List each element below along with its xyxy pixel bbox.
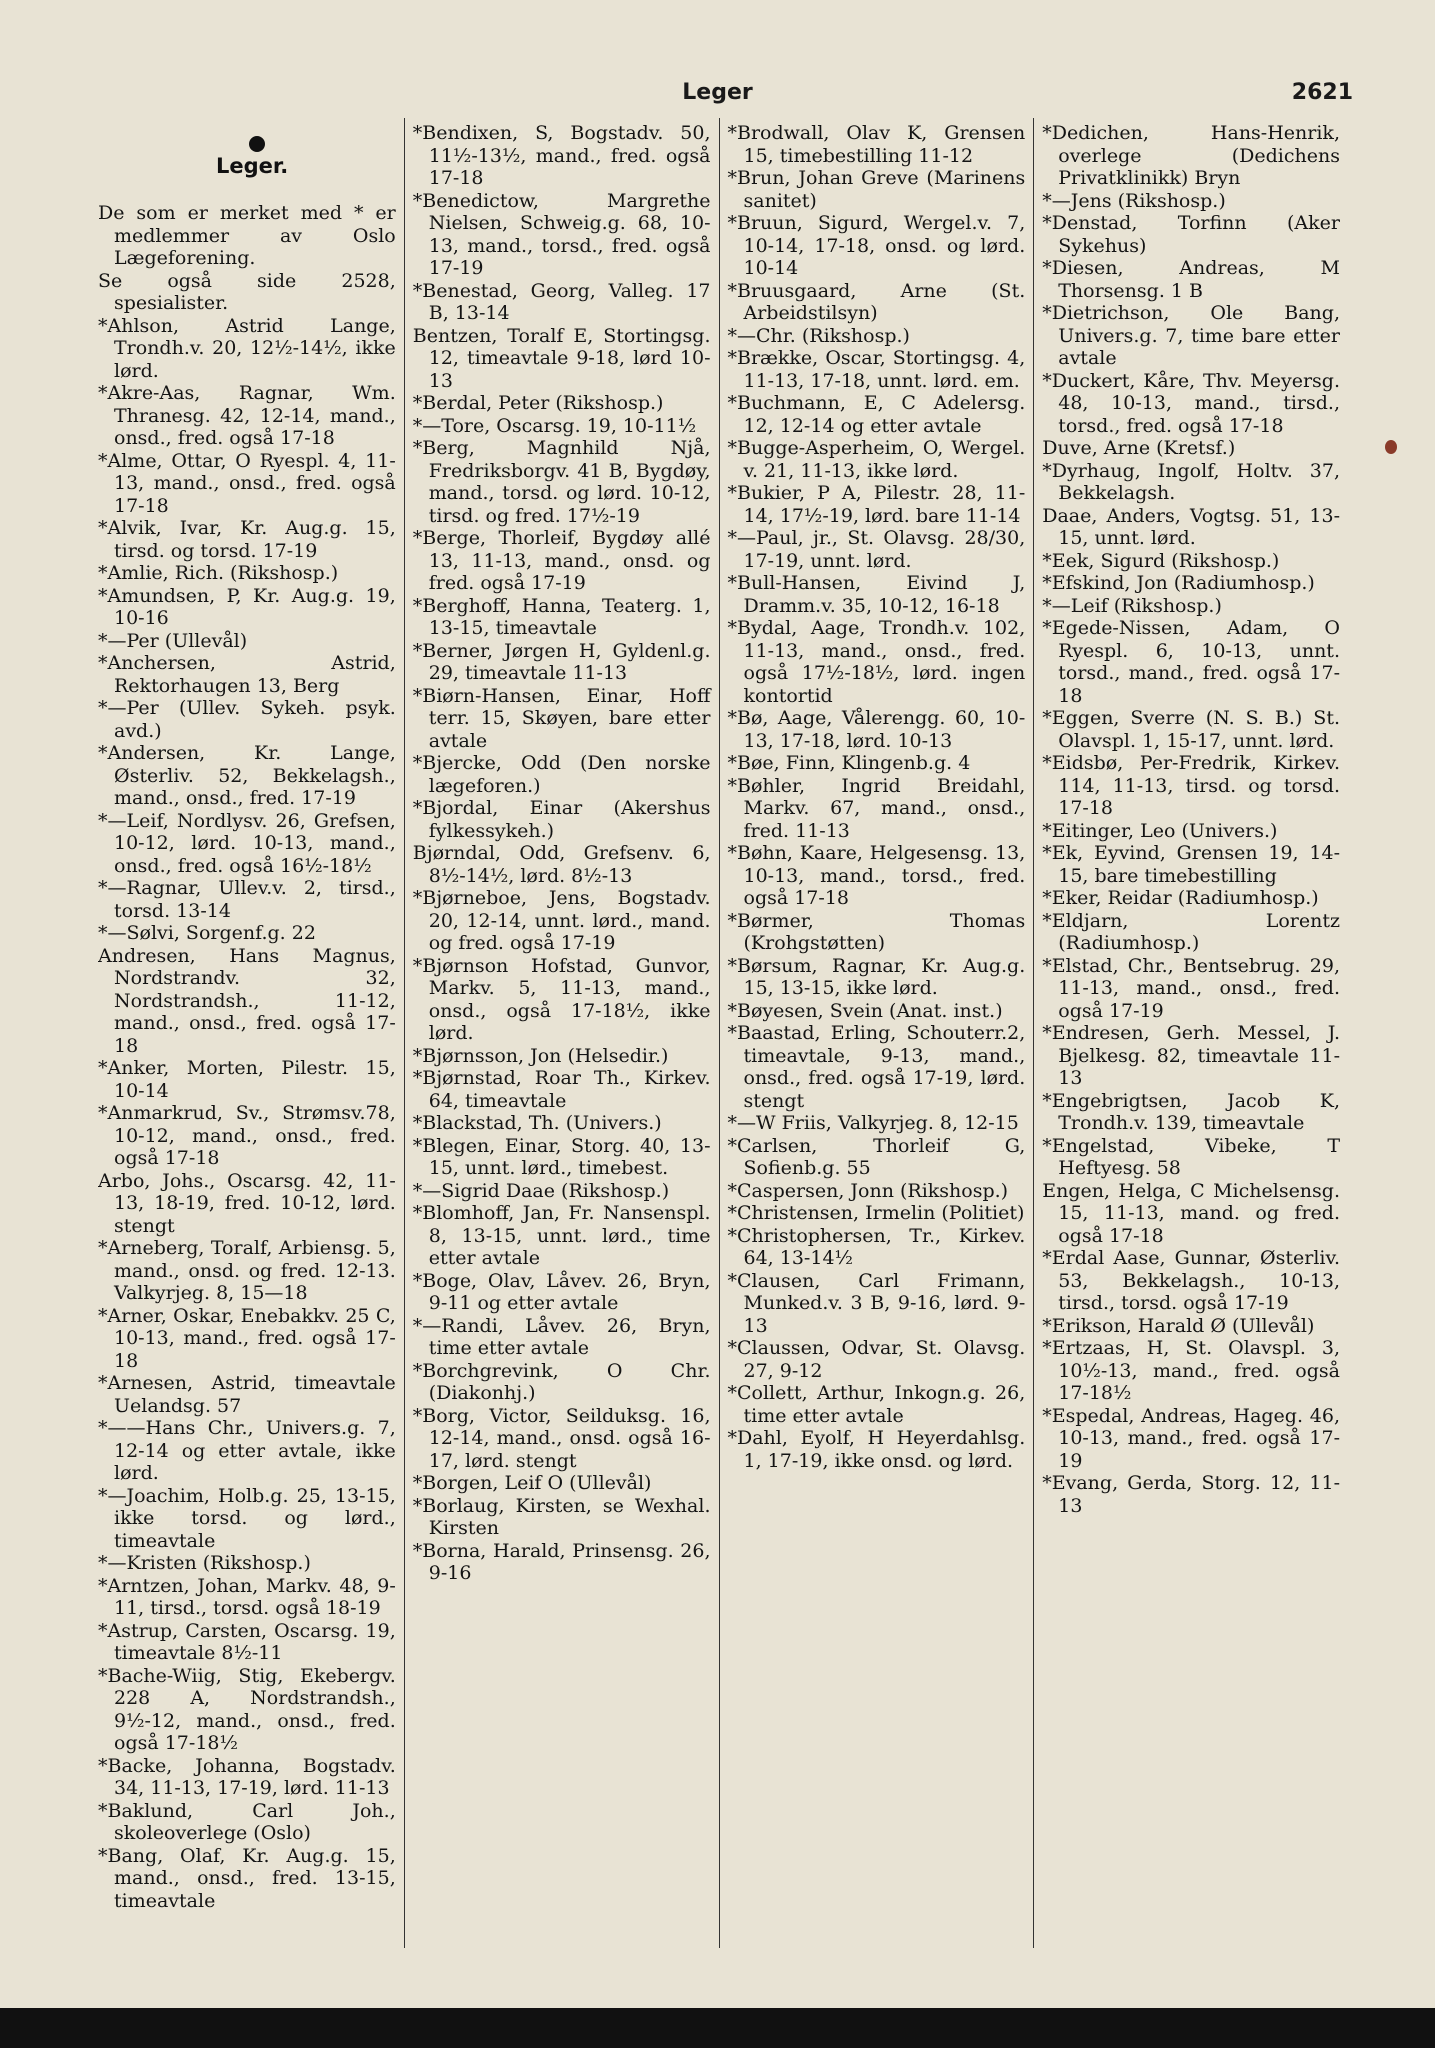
directory-entry: *—Leif (Rikshosp.) [1042, 594, 1222, 617]
directory-entry: *Brun, Johan Greve (Marinens sanitet) [727, 167, 1026, 212]
directory-entry: Bentzen, Toralf E, Stortingsg. 12, timeavtale 9-18, lørd 10-13 [412, 324, 711, 392]
directory-entry: *Børsum, Ragnar, Kr. Aug.g. 15, 13-15, ikke lørd. [727, 954, 1026, 999]
running-title: Leger [682, 80, 753, 105]
directory-entry: *—Paul, jr., St. Olavsg. 28/30, 17-19, unnt. lørd. [727, 527, 1026, 572]
directory-entry: *Biørn-Hansen, Einar, Hoff terr. 15, Skøyen, bare etter avtale [412, 684, 711, 752]
directory-entry: *Engelstad, Vibeke, T Heftyesg. 58 [1042, 1134, 1340, 1179]
directory-entry: *Arnesen, Astrid, timeavtale Uelandsg. 57 [98, 1372, 396, 1417]
directory-entry: *Buchmann, E, C Adelersg. 12, 12-14 og etter avtale [727, 392, 1026, 437]
directory-entry: *Bjørneboe, Jens, Bogstadv. 20, 12-14, unnt. lørd., mand. og fred. også 17-19 [412, 887, 711, 954]
directory-entry: *Ek, Eyvind, Grensen 19, 14-15, bare timebestilling [1042, 842, 1340, 887]
directory-entry: *Carlsen, Thorleif G, Sofienb.g. 55 [727, 1134, 1026, 1179]
directory-entry: *—Kristen (Rikshosp.) [98, 1552, 311, 1574]
directory-entry: *Børmer, Thomas (Krohgstøtten) [727, 909, 1026, 954]
directory-entry: *Claussen, Odvar, St. Olavsg. 27, 9-12 [727, 1337, 1026, 1382]
section-heading: Leger. [216, 154, 289, 178]
page-stain [1385, 440, 1397, 454]
directory-entry: *Dahl, Eyolf, H Heyerdahlsg. 1, 17-19, ikke onsd. og lørd. [727, 1427, 1026, 1472]
page-number: 2621 [1291, 80, 1353, 105]
directory-entry: *Backe, Johanna, Bogstadv. 34, 11-13, 17-19, lørd. 11-13 [98, 1754, 396, 1799]
directory-entry: *Brække, Oscar, Stortingsg. 4, 11-13, 17-18, unnt. lørd. em. [727, 347, 1026, 392]
directory-entry: *Berdal, Peter (Rikshosp.) [412, 392, 664, 414]
directory-entry: Daae, Anders, Vogtsg. 51, 13-15, unnt. lørd. [1042, 504, 1340, 549]
directory-entry: *Berge, Thorleif, Bygdøy allé 13, 11-13, mand., onsd. og fred. også 17-19 [412, 527, 711, 594]
directory-entry: *Clausen, Carl Frimann, Munked.v. 3 B, 9-16, lørd. 9-13 [727, 1269, 1026, 1337]
directory-entry: *Eker, Reidar (Radiumhosp.) [1042, 887, 1319, 909]
directory-entry: Engen, Helga, C Michelsensg. 15, 11-13, mand. og fred. også 17-18 [1042, 1179, 1340, 1247]
column-entries [98, 315, 396, 1913]
column-entries [728, 122, 1026, 1472]
directory-entry: *Amlie, Rich. (Rikshosp.) [98, 562, 339, 584]
directory-entry: *Akre-Aas, Ragnar, Wm. Thranesg. 42, 12-14, mand., onsd., fred. også 17-18 [98, 382, 396, 449]
directory-entry: *Endresen, Gerh. Messel, J. Bjelkesg. 82, timeavtale 11-13 [1042, 1022, 1340, 1089]
directory-entry: *Bukier, P A, Pilestr. 28, 11-14, 17½-19, lørd. bare 11-14 [727, 482, 1026, 527]
directory-entry: *Bjørnson Hofstad, Gunvor, Markv. 5, 11-13, mand., onsd., også 17-18½, ikke lørd. [412, 954, 711, 1044]
directory-entry: *Borg, Victor, Seilduksg. 16, 12-14, mand., onsd. også 16-17, lørd. stengt [412, 1404, 711, 1472]
directory-entry: Bjørndal, Odd, Grefsenv. 6, 8½-14½, lørd. 8½-13 [412, 842, 711, 887]
directory-entry: *Ahlson, Astrid Lange, Trondh.v. 20, 12½-14½, ikke lørd. [98, 314, 396, 382]
directory-entry: *Erikson, Harald Ø (Ullevål) [1042, 1314, 1315, 1337]
column-entries [413, 122, 711, 1585]
directory-entry: *Diesen, Andreas, M Thorsensg. 1 B [1042, 257, 1340, 302]
directory-entry: *Espedal, Andreas, Hageg. 46, 10-13, mand., fred. også 17-19 [1042, 1404, 1340, 1472]
directory-entry: *Eek, Sigurd (Rikshosp.) [1042, 549, 1280, 572]
intro-line: De som er merket med * er medlemmer av Oslo Lægeforening. [98, 202, 396, 269]
directory-entry: *—Tore, Oscarsg. 19, 10-11½ [412, 414, 697, 437]
scan-edge [0, 2008, 1435, 2048]
directory-entry: *Egede-Nissen, Adam, O Ryespl. 6, 10-13, unnt. torsd., mand., fred. også 17-18 [1042, 617, 1340, 707]
directory-entry: *Berghoff, Hanna, Teaterg. 1, 13-15, timeavtale [412, 594, 711, 639]
directory-entry: *Blomhoff, Jan, Fr. Nansenspl. 8, 13-15, unnt. lørd., time etter avtale [412, 1202, 711, 1269]
column-3 [719, 118, 1034, 1948]
directory-entry: *Borchgrevink, O Chr. (Diakonhj.) [412, 1359, 711, 1404]
directory-entry: *Bruusgaard, Arne (St. Arbeidstilsyn) [727, 279, 1026, 324]
directory-entry: *Bjercke, Odd (Den norske lægeforen.) [412, 752, 711, 797]
column-4 [1033, 118, 1348, 1948]
directory-entry: *Ertzaas, H, St. Olavspl. 3, 10½-13, mand., fred. også 17-18½ [1042, 1337, 1340, 1404]
directory-entry: *Christensen, Irmelin (Politiet) [727, 1202, 1025, 1224]
directory-entry: *Bruun, Sigurd, Wergel.v. 7, 10-14, 17-18, onsd. og lørd. 10-14 [727, 212, 1026, 279]
directory-entry: *—Chr. (Rikshosp.) [727, 324, 910, 347]
directory-entry: *Alme, Ottar, O Ryespl. 4, 11-13, mand., onsd., fred. også 17-18 [98, 449, 396, 517]
directory-entry: *Bø, Aage, Vålerengg. 60, 10-13, 17-18, lørd. 10-13 [727, 707, 1026, 752]
directory-entry: *—W Friis, Valkyrjeg. 8, 12-15 [727, 1112, 1019, 1134]
directory-entry: *Bjordal, Einar (Akershus fylkessykeh.) [412, 797, 711, 842]
directory-entry: *—Randi, Låvev. 26, Bryn, time etter avtale [412, 1314, 711, 1359]
directory-entry: *Arntzen, Johan, Markv. 48, 9-11, tirsd., torsd. også 18-19 [98, 1574, 396, 1619]
directory-entry: *—Leif, Nordlysv. 26, Grefsen, 10-12, lørd. 10-13, mand., onsd., fred. også 16½-18½ [98, 809, 396, 877]
directory-entry: *Bull-Hansen, Eivind J, Dramm.v. 35, 10-12, 16-18 [727, 572, 1026, 617]
directory-entry: *—Sølvi, Sorgenf.g. 22 [98, 922, 316, 944]
directory-entry: *Bøe, Finn, Klingenb.g. 4 [727, 752, 971, 774]
directory-entry: *——Hans Chr., Univers.g. 7, 12-14 og etter avtale, ikke lørd. [98, 1417, 396, 1484]
directory-entry: *Anker, Morten, Pilestr. 15, 10-14 [98, 1057, 396, 1102]
directory-entry: *Bøhler, Ingrid Breidahl, Markv. 67, mand., onsd., fred. 11-13 [727, 774, 1026, 842]
directory-entry: Andresen, Hans Magnus, Nordstrandv. 32, Nordstrandsh., 11-12, mand., onsd., fred. også 17-18 [98, 944, 396, 1057]
directory-entry: *Brodwall, Olav K, Grensen 15, timebestilling 11-12 [727, 122, 1026, 167]
directory-entry: *Berg, Magnhild Njå, Fredriksborgv. 41 B, Bygdøy, mand., torsd. og lørd. 10-12, tirsd. og fred. 17½-19 [412, 437, 711, 527]
directory-entry: *Astrup, Carsten, Oscarsg. 19, timeavtale 8½-11 [98, 1619, 396, 1664]
directory-entry: *Benedictow, Margrethe Nielsen, Schweig.g. 68, 10-13, mand., torsd., fred. også 17-19 [412, 189, 711, 279]
directory-entry: *Duckert, Kåre, Thv. Meyersg. 48, 10-13, mand., tirsd., torsd., fred. også 17-18 [1042, 369, 1340, 437]
directory-entry: *Baklund, Carl Joh., skoleoverlege (Oslo) [98, 1799, 396, 1844]
column-2 [404, 118, 719, 1948]
directory-entry: *Benestad, Georg, Valleg. 17 B, 13-14 [412, 279, 711, 324]
directory-entry: *Bøhn, Kaare, Helgesensg. 13, 10-13, mand., torsd., fred. også 17-18 [727, 842, 1026, 909]
directory-entry: *Borgen, Leif O (Ullevål) [412, 1472, 652, 1494]
columns [98, 118, 1348, 1948]
directory-entry: *Elstad, Chr., Bentsebrug. 29, 11-13, mand., onsd., fred. også 17-19 [1042, 954, 1340, 1022]
directory-entry: *Baastad, Erling, Schouterr.2, timeavtale, 9-13, mand., onsd., fred. også 17-19, lørd. stengt [727, 1022, 1026, 1112]
directory-entry: *Bache-Wiig, Stig, Ekebergv. 228 A, Nordstrandsh., 9½-12, mand., onsd., fred. også 17-18½ [98, 1664, 396, 1754]
column-1 [98, 118, 404, 1948]
intro-line: Se også side 2528, spesialister. [98, 269, 396, 314]
directory-entry: Duve, Arne (Kretsf.) [1042, 437, 1236, 459]
directory-entry: *Borna, Harald, Prinsensg. 26, 9-16 [412, 1539, 711, 1584]
directory-entry: *Borlaug, Kirsten, se Wexhal. Kirsten [412, 1494, 711, 1539]
directory-entry: *Eldjarn, Lorentz (Radiumhosp.) [1042, 909, 1340, 954]
directory-entry: *—Jens (Rikshosp.) [1042, 189, 1226, 212]
directory-entry: *Anchersen, Astrid, Rektorhaugen 13, Berg [98, 652, 396, 697]
directory-entry: *Bjørnsson, Jon (Helsedir.) [412, 1044, 669, 1067]
directory-entry: *Boge, Olav, Låvev. 26, Bryn, 9-11 og etter avtale [412, 1269, 711, 1314]
directory-entry: *Eggen, Sverre (N. S. B.) St. Olavspl. 1, 15-17, unnt. lørd. [1042, 707, 1340, 752]
directory-entry: *Blackstad, Th. (Univers.) [412, 1112, 662, 1134]
directory-entry: *Bugge-Asperheim, O, Wergel. v. 21, 11-13, ikke lørd. [727, 437, 1026, 482]
directory-entry: *Bendixen, S, Bogstadv. 50, 11½-13½, mand., fred. også 17-18 [412, 122, 711, 189]
directory-entry: *Dietrichson, Ole Bang, Univers.g. 7, time bare etter avtale [1042, 302, 1340, 369]
directory-entry: *Engebrigtsen, Jacob K, Trondh.v. 139, timeavtale [1042, 1089, 1340, 1134]
directory-entry: *Bjørnstad, Roar Th., Kirkev. 64, timeavtale [412, 1067, 711, 1112]
directory-entry: *Bang, Olaf, Kr. Aug.g. 15, mand., onsd., fred. 13-15, timeavtale [98, 1844, 396, 1912]
directory-entry: *Amundsen, P, Kr. Aug.g. 19, 10-16 [98, 584, 396, 629]
directory-entry: *Arner, Oskar, Enebakkv. 25 C, 10-13, mand., fred. også 17-18 [98, 1304, 396, 1372]
directory-entry: *Anmarkrud, Sv., Strømsv.78, 10-12, mand., onsd., fred. også 17-18 [98, 1102, 396, 1169]
directory-entry: *Andersen, Kr. Lange, Østerliv. 52, Bekkelagsh., mand., onsd., fred. 17-19 [98, 742, 396, 809]
directory-entry: *Denstad, Torfinn (Aker Sykehus) [1042, 212, 1340, 257]
directory-entry: *Arneberg, Toralf, Arbiensg. 5, mand., onsd. og fred. 12-13. Valkyrjeg. 8, 15—18 [98, 1237, 396, 1304]
directory-entry: Arbo, Johs., Oscarsg. 42, 11-13, 18-19, fred. 10-12, lørd. stengt [98, 1169, 396, 1237]
directory-entry: *—Per (Ullevål) [98, 629, 248, 652]
directory-entry: *Bøyesen, Svein (Anat. inst.) [727, 999, 1003, 1022]
directory-entry: *—Per (Ullev. Sykeh. psyk. avd.) [98, 697, 396, 742]
directory-entry: *Dyrhaug, Ingolf, Holtv. 37, Bekkelagsh. [1042, 459, 1340, 504]
directory-entry: *Caspersen, Jonn (Rikshosp.) [727, 1179, 1009, 1202]
directory-entry: *—Joachim, Holb.g. 25, 13-15, ikke torsd. og lørd., timeavtale [98, 1484, 396, 1552]
directory-entry: *Berner, Jørgen H, Gyldenl.g. 29, timeavtale 11-13 [412, 639, 711, 684]
intro-note [98, 202, 396, 315]
directory-entry: *Christophersen, Tr., Kirkev. 64, 13-14½ [727, 1224, 1026, 1269]
directory-entry: *Bydal, Aage, Trondh.v. 102, 11-13, mand., onsd., fred. også 17½-18½, lørd. ingen kontortid [727, 617, 1026, 707]
directory-entry: *—Sigrid Daae (Rikshosp.) [412, 1179, 670, 1202]
directory-entry: *Erdal Aase, Gunnar, Østerliv. 53, Bekkelagsh., 10-13, tirsd., torsd. også 17-19 [1042, 1247, 1340, 1314]
directory-entry: *Blegen, Einar, Storg. 40, 13-15, unnt. lørd., timebest. [412, 1134, 711, 1179]
directory-entry: *—Ragnar, Ullev.v. 2, tirsd., torsd. 13-14 [98, 877, 396, 922]
directory-entry: *Efskind, Jon (Radiumhosp.) [1042, 572, 1315, 594]
directory-entry: *Evang, Gerda, Storg. 12, 11-13 [1042, 1472, 1340, 1517]
bullet-icon [249, 136, 265, 152]
directory-entry: *Collett, Arthur, Inkogn.g. 26, time etter avtale [727, 1382, 1026, 1427]
directory-entry: *Dedichen, Hans-Henrik, overlege (Dedichens Privatklinikk) Bryn [1042, 122, 1340, 189]
directory-entry: *Eitinger, Leo (Univers.) [1042, 819, 1278, 842]
directory-entry: *Eidsbø, Per-Fredrik, Kirkev. 114, 11-13, tirsd. og torsd. 17-18 [1042, 752, 1340, 819]
directory-entry: *Alvik, Ivar, Kr. Aug.g. 15, tirsd. og torsd. 17-19 [98, 517, 396, 562]
column-entries [1042, 122, 1340, 1517]
